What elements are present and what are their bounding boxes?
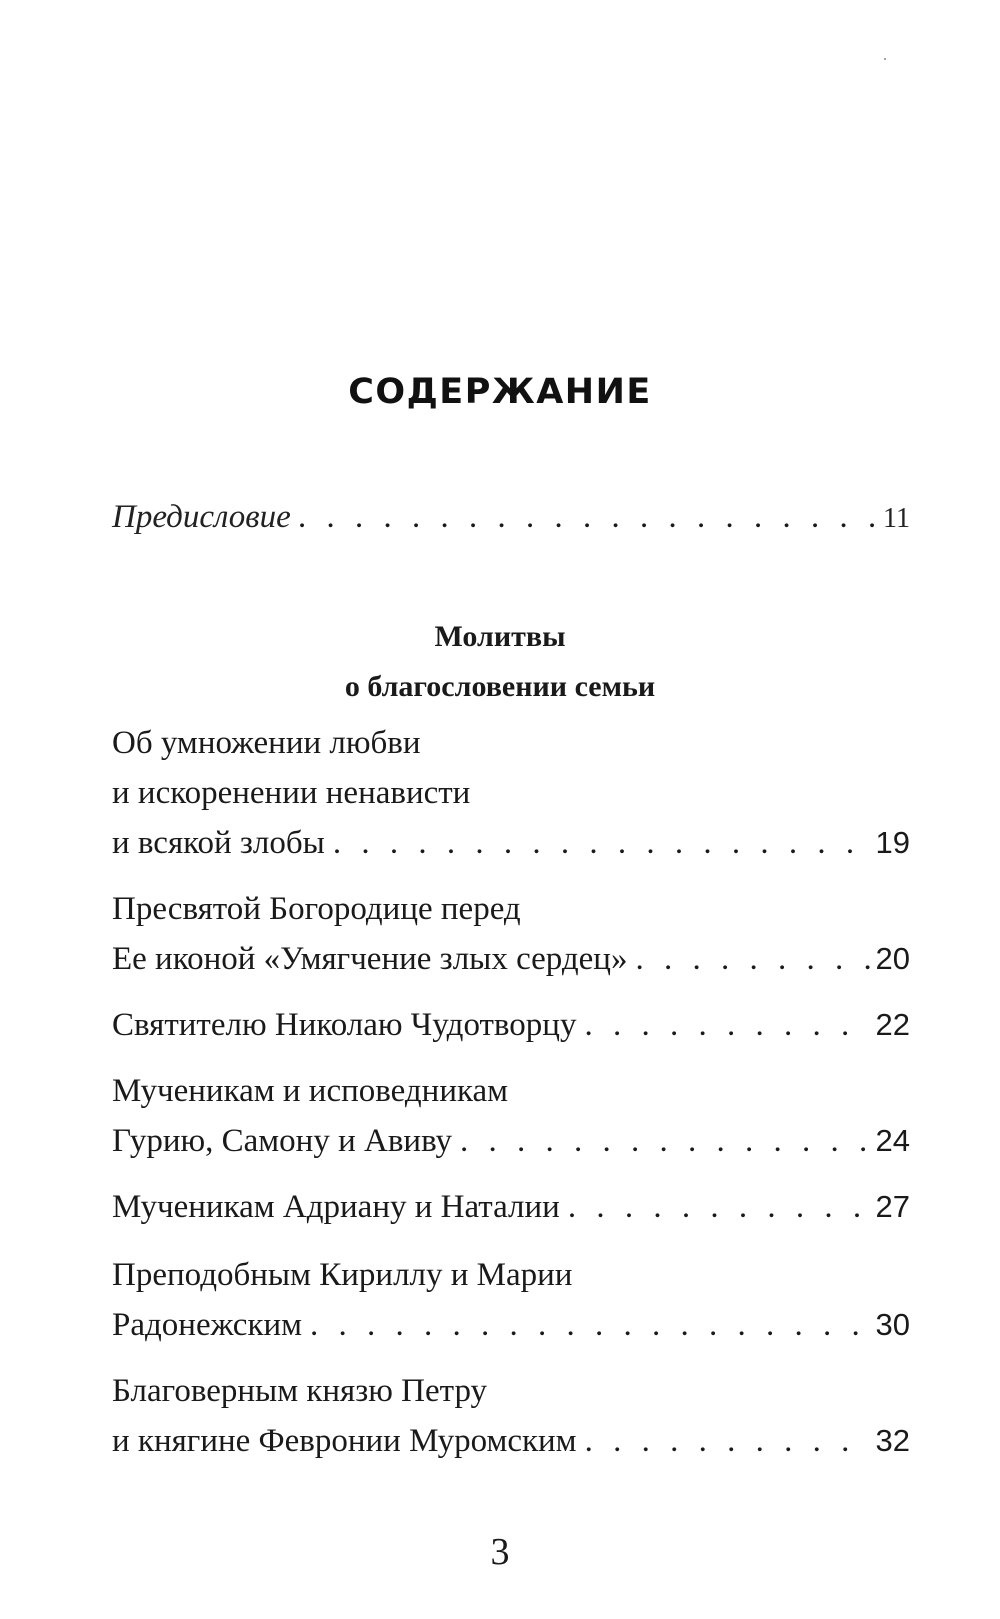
toc-page-number: 22 [875,1007,910,1042]
toc-entry [112,1182,910,1232]
toc-page-number: 24 [875,1123,910,1158]
toc-entry-line: Преподобным Кириллу и Марии [112,1257,573,1293]
toc-entry [112,1250,910,1350]
toc-entry-label: Радонежским [112,1307,303,1343]
toc-entry-line: Об умножении любви [112,725,421,761]
dot-leader [568,1182,870,1232]
toc-page-number: 30 [875,1307,910,1342]
section-heading-line: Молитвы [434,620,566,653]
toc-page-number: 32 [875,1423,910,1458]
toc-entry-label: Ее иконой «Умягчение злых сердец» [112,941,628,977]
dot-leader [635,934,869,984]
print-speck [884,58,886,60]
dot-leader [460,1116,869,1166]
toc-entry [112,1000,910,1050]
toc-entry-line: Пресвятой Богородице перед [112,891,521,927]
page-title: СОДЕРЖАНИЕ [348,372,652,412]
section-heading-line: о благословении семьи [344,670,656,703]
dot-leader [310,1300,869,1350]
toc-page-number: 20 [875,941,910,976]
toc-entry-label: Предисловие [112,499,291,535]
toc-entry-line: Мученикам и исповедникам [112,1073,509,1109]
toc-entry-label: и княгине Февронии Муромским [112,1423,577,1459]
toc-entry-label: Мученикам Адриану и Наталии [112,1189,560,1225]
toc-entry-line: Благоверным князю Петру [112,1373,488,1409]
toc-entry [112,1066,910,1166]
dot-leader [333,818,870,868]
toc-entry-label: Святителю Николаю Чудотворцу [112,1007,577,1043]
toc-entry-preface [112,492,910,544]
toc-entry-label: Гурию, Самону и Авиву [112,1123,453,1159]
section-heading [0,612,1000,712]
toc-page-number: 11 [883,503,910,534]
toc-page-number: 19 [875,825,910,860]
toc-entry [112,718,910,868]
toc-page-number: 27 [875,1189,910,1224]
dot-leader [584,1000,869,1050]
dot-leader [585,1416,870,1466]
page-number: 3 [490,1531,510,1573]
toc-entry [112,884,910,984]
dot-leader [299,492,877,542]
toc-entry-line: и искоренении ненависти [112,775,471,811]
toc-entry [112,1366,910,1466]
toc-entry-label: и всякой злобы [112,825,325,861]
